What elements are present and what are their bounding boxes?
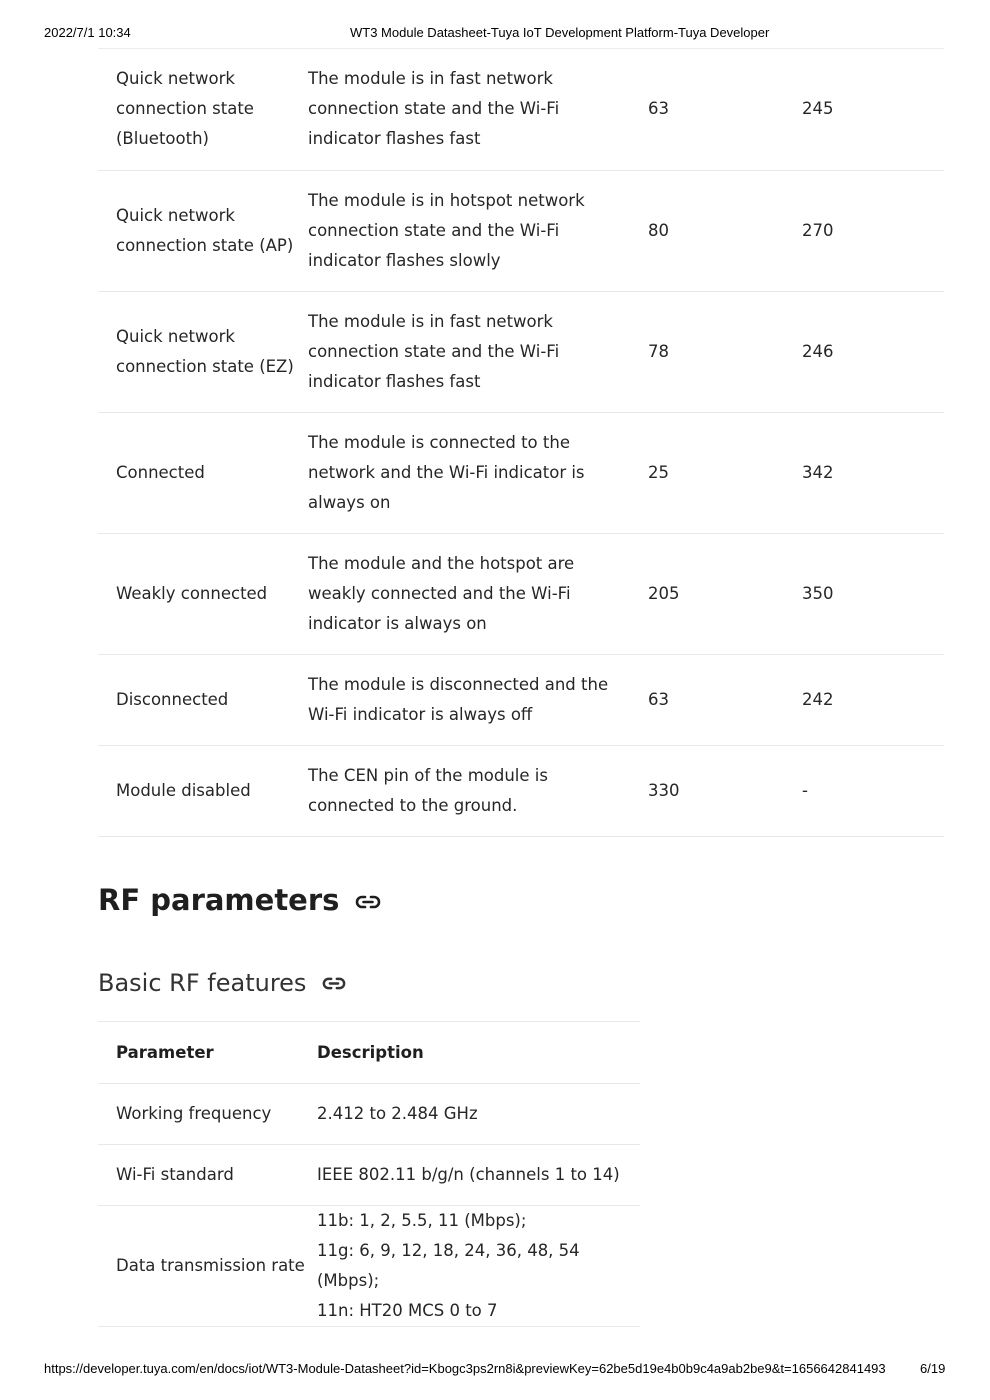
description-cell: The module is in hotspot network connection state and the Wi-Fi indicator flashes slowly: [296, 170, 636, 291]
current-value-cell: 63: [636, 654, 790, 745]
working-state-cell: Connected: [98, 412, 296, 533]
section-heading-text: RF parameters: [98, 883, 340, 917]
print-document-title: WT3 Module Datasheet-Tuya IoT Development Platform-Tuya Developer: [350, 25, 770, 40]
table-row: [98, 745, 944, 836]
current-value-cell: 245: [790, 49, 944, 170]
working-state-cell: Disconnected: [98, 654, 296, 745]
working-state-cell: Module disabled: [98, 745, 296, 836]
current-value-cell: 330: [636, 745, 790, 836]
current-value-cell: 78: [636, 291, 790, 412]
table-row: [98, 49, 944, 170]
column-header-parameter: Parameter: [98, 1022, 305, 1084]
current-value-cell: 205: [636, 533, 790, 654]
current-value-cell: 25: [636, 412, 790, 533]
parameter-cell: Wi-Fi standard: [98, 1145, 305, 1206]
description-line: 11b: 1, 2, 5.5, 11 (Mbps);: [317, 1211, 527, 1230]
description-line: IEEE 802.11 b/g/n (channels 1 to 14): [317, 1165, 620, 1184]
description-cell: [305, 1206, 640, 1327]
print-footer: [0, 1360, 990, 1380]
current-value-cell: 63: [636, 49, 790, 170]
current-value-cell: 342: [790, 412, 944, 533]
table-row: [98, 1145, 640, 1206]
description-cell: [305, 1145, 640, 1206]
table-row: [98, 1206, 640, 1327]
description-cell: The module is disconnected and the Wi-Fi indicator is always off: [296, 654, 636, 745]
table-row: [98, 170, 944, 291]
subsection-heading-text: Basic RF features: [98, 969, 307, 997]
current-value-cell: -: [790, 745, 944, 836]
basic-rf-features-table: [98, 1021, 640, 1327]
current-value-cell: 350: [790, 533, 944, 654]
parameter-cell: Data transmission rate: [98, 1206, 305, 1327]
description-cell: The module is in fast network connection state and the Wi-Fi indicator flashes fast: [296, 49, 636, 170]
page-url: https://developer.tuya.com/en/docs/iot/WT3-Module-Datasheet?id=Kbogc3ps2rn8i&previewKey=62be5d19e4b0b9c4a9ab2be9&t=1656642841493: [44, 1361, 886, 1376]
description-cell: [305, 1084, 640, 1145]
working-state-cell: Quick network connection state (AP): [98, 170, 296, 291]
working-state-cell: Quick network connection state (EZ): [98, 291, 296, 412]
working-state-cell: Weakly connected: [98, 533, 296, 654]
description-cell: The module is connected to the network and the Wi-Fi indicator is always on: [296, 412, 636, 533]
current-value-cell: 270: [790, 170, 944, 291]
parameter-cell: Working frequency: [98, 1084, 305, 1145]
print-header: [0, 0, 990, 48]
table-header-row: [98, 1022, 640, 1084]
working-state-cell: Quick network connection state (Bluetooth): [98, 49, 296, 170]
current-value-cell: 246: [790, 291, 944, 412]
table-row: [98, 412, 944, 533]
table-row: [98, 1084, 640, 1145]
table-row: [98, 291, 944, 412]
section-heading-rf-parameters: [98, 878, 381, 922]
description-line: 11g: 6, 9, 12, 18, 24, 36, 48, 54 (Mbps);: [317, 1241, 580, 1290]
subsection-heading-basic-rf-features: [98, 964, 346, 1002]
description-line: 2.412 to 2.484 GHz: [317, 1104, 478, 1123]
page-number: 6/19: [920, 1361, 946, 1376]
current-value-cell: 80: [636, 170, 790, 291]
anchor-link-icon[interactable]: [322, 964, 346, 1002]
power-consumption-table: [98, 49, 944, 837]
description-line: 11n: HT20 MCS 0 to 7: [317, 1301, 498, 1320]
anchor-link-icon[interactable]: [355, 878, 381, 922]
column-header-description: Description: [305, 1022, 640, 1084]
table-row: [98, 533, 944, 654]
print-date: 2022/7/1 10:34: [44, 25, 131, 40]
table-row: [98, 654, 944, 745]
current-value-cell: 242: [790, 654, 944, 745]
description-cell: The module and the hotspot are weakly connected and the Wi-Fi indicator is always on: [296, 533, 636, 654]
description-cell: The CEN pin of the module is connected to the ground.: [296, 745, 636, 836]
description-cell: The module is in fast network connection state and the Wi-Fi indicator flashes fast: [296, 291, 636, 412]
